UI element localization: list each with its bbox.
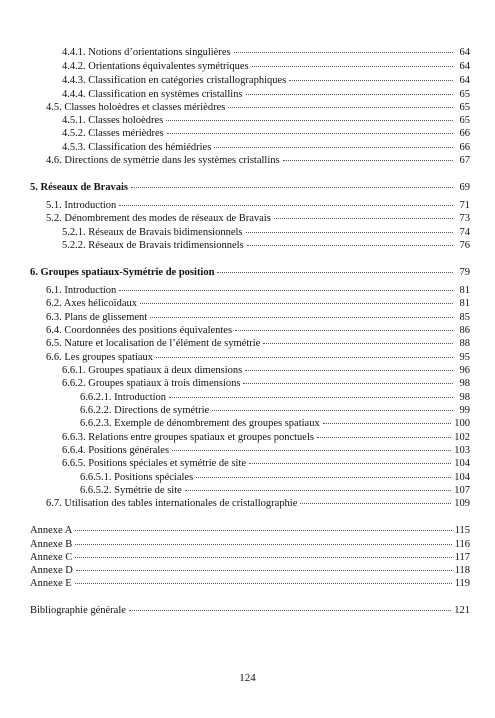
toc-entry-title: 4.5.1. Classes holoèdres xyxy=(62,115,164,126)
dot-leader xyxy=(75,530,451,531)
toc-entry-page: 121 xyxy=(454,605,470,616)
toc-entry-page: 96 xyxy=(459,365,470,376)
dot-leader xyxy=(75,583,452,584)
dot-leader xyxy=(185,490,451,491)
toc-entry-page: 119 xyxy=(454,578,470,589)
toc-entry xyxy=(62,457,470,470)
toc-entry-title: 6.6.5.1. Positions spéciales xyxy=(80,472,194,483)
toc-entry xyxy=(62,364,470,377)
toc-entry-title: 6.7. Utilisation des tables internationales de cristallographie xyxy=(46,498,298,509)
toc-entry xyxy=(80,404,470,417)
toc-entry xyxy=(46,324,470,337)
toc-entry xyxy=(62,431,470,444)
toc-entry-title: 6.6.2.1. Introduction xyxy=(80,392,167,403)
dot-leader xyxy=(247,245,453,246)
toc-entry-title: 6.6.2. Groupes spatiaux à trois dimensions xyxy=(62,378,241,389)
toc-entry-title: 4.4.4. Classification en systèmes cristallins xyxy=(62,89,243,100)
toc-entry-title: 4.6. Directions de symétrie dans les systèmes cristallins xyxy=(46,155,280,166)
dot-leader xyxy=(317,437,451,438)
toc-entry xyxy=(46,154,470,167)
dot-leader xyxy=(217,272,453,273)
toc-entry-page: 115 xyxy=(454,525,470,536)
dot-leader xyxy=(140,303,453,304)
dot-leader xyxy=(131,187,453,188)
toc-entry xyxy=(30,181,470,194)
toc-entry-page: 118 xyxy=(454,565,470,576)
toc-entry-page: 99 xyxy=(459,405,470,416)
toc-entry xyxy=(62,114,470,127)
toc-entry-title: 6.3. Plans de glissement xyxy=(46,312,148,323)
toc-entry-title: 4.5.2. Classes mérièdres xyxy=(62,128,164,139)
toc-entry xyxy=(62,127,470,140)
toc-entry-title: 5.2.1. Réseaux de Bravais bidimensionnels xyxy=(62,227,243,238)
toc-entry-title: 6.6.4. Positions générales xyxy=(62,445,170,456)
dot-leader xyxy=(119,205,453,206)
toc-entry-title: 6.6.5. Positions spéciales et symétrie de site xyxy=(62,458,247,469)
toc-entry-page: 65 xyxy=(459,115,470,126)
toc-entry-page: 67 xyxy=(459,155,470,166)
dot-leader xyxy=(323,423,452,424)
dot-leader xyxy=(246,232,453,233)
toc-entry-page: 64 xyxy=(459,61,470,72)
toc-entry-title: 6.6. Les groupes spatiaux xyxy=(46,352,154,363)
toc-entry-page: 66 xyxy=(459,128,470,139)
toc-entry-page: 79 xyxy=(459,267,470,278)
toc-entry-title: 6.1. Introduction xyxy=(46,285,117,296)
dot-leader xyxy=(129,610,451,611)
dot-leader xyxy=(263,343,453,344)
dot-leader xyxy=(283,160,453,161)
toc-entry-title: 6.6.3. Relations entre groupes spatiaux et groupes ponctuels xyxy=(62,432,314,443)
toc-entry-title: 6.4. Coordonnées des positions équivalentes xyxy=(46,325,233,336)
dot-leader xyxy=(289,80,453,81)
toc-entry-title: 5.2. Dénombrement des modes de réseaux de Bravais xyxy=(46,213,271,224)
toc-entry xyxy=(62,226,470,239)
toc-entry-title: 6.6.2.3. Exemple de dénombrement des groupes spatiaux xyxy=(80,418,320,429)
toc-entry xyxy=(80,484,470,497)
toc-entry xyxy=(62,377,470,390)
toc-entry-page: 103 xyxy=(454,445,470,456)
dot-leader xyxy=(76,570,452,571)
toc-entry-title: 4.4.2. Orientations équivalentes symétriques xyxy=(62,61,249,72)
toc-entry-page: 76 xyxy=(459,240,470,251)
dot-leader xyxy=(234,52,453,53)
toc-entry xyxy=(80,471,470,484)
toc-entry-page: 98 xyxy=(459,378,470,389)
dot-leader xyxy=(249,463,451,464)
toc-entry-title: 6.5. Nature et localisation de l’élément de symétrie xyxy=(46,338,261,349)
toc-entry xyxy=(30,577,470,590)
toc-entry xyxy=(30,538,470,551)
toc-entry xyxy=(46,311,470,324)
toc-entry-title: 4.5. Classes holoèdres et classes mérièdres xyxy=(46,102,226,113)
toc-entry xyxy=(62,444,470,457)
dot-leader xyxy=(166,120,453,121)
toc-entry-title: 6.2. Axes hélicoïdaux xyxy=(46,298,137,309)
toc-entry-title: 5.1. Introduction xyxy=(46,200,117,211)
toc-entry xyxy=(30,551,470,564)
toc-entry-title: 4.5.3. Classification des hémiédries xyxy=(62,142,212,153)
toc-entry-page: 81 xyxy=(459,298,470,309)
toc-entry-page: 107 xyxy=(454,485,470,496)
dot-leader xyxy=(75,544,451,545)
toc-entry xyxy=(62,74,470,87)
toc-entry-title: Annexe A xyxy=(30,525,73,536)
toc-entry xyxy=(46,101,470,114)
toc-entry-title: 5.2.2. Réseaux de Bravais tridimensionnels xyxy=(62,240,244,251)
toc-entry-page: 69 xyxy=(459,182,470,193)
toc-entry-page: 66 xyxy=(459,142,470,153)
toc-entry-page: 65 xyxy=(459,89,470,100)
dot-leader xyxy=(212,410,453,411)
toc-entry xyxy=(46,284,470,297)
toc-entry-page: 102 xyxy=(454,432,470,443)
toc-entry-page: 104 xyxy=(454,458,470,469)
toc-entry-title: 4.4.1. Notions d’orientations singulières xyxy=(62,47,231,58)
dot-leader xyxy=(246,94,453,95)
dot-leader xyxy=(75,557,451,558)
toc-entry-page: 81 xyxy=(459,285,470,296)
toc-entry xyxy=(62,88,470,101)
toc-entry-title: 4.4.3. Classification en catégories cristallographiques xyxy=(62,75,287,86)
toc-entry-page: 109 xyxy=(454,498,470,509)
toc-entry-page: 98 xyxy=(459,392,470,403)
dot-leader xyxy=(274,218,453,219)
toc-entry xyxy=(80,417,470,430)
dot-leader xyxy=(156,357,453,358)
dot-leader xyxy=(172,450,451,451)
toc-entry-page: 100 xyxy=(454,418,470,429)
toc-entry-title: Annexe B xyxy=(30,539,73,550)
toc-entry-page: 85 xyxy=(459,312,470,323)
toc-entry-page: 65 xyxy=(459,102,470,113)
toc-entry-title: Annexe D xyxy=(30,565,73,576)
toc-entry xyxy=(46,497,470,510)
toc-entry xyxy=(62,141,470,154)
dot-leader xyxy=(243,383,453,384)
dot-leader xyxy=(119,290,453,291)
toc-entry xyxy=(46,351,470,364)
toc-entry xyxy=(46,199,470,212)
toc-entry xyxy=(46,337,470,350)
dot-leader xyxy=(196,477,451,478)
toc-entry xyxy=(80,391,470,404)
toc-entry-page: 73 xyxy=(459,213,470,224)
dot-leader xyxy=(245,370,453,371)
page-number: 124 xyxy=(239,672,256,684)
dot-leader xyxy=(228,107,453,108)
toc-entry-title: 6. Groupes spatiaux-Symétrie de position xyxy=(30,267,215,278)
toc-entry-title: 5. Réseaux de Bravais xyxy=(30,182,128,193)
toc-entry xyxy=(62,239,470,252)
dot-leader xyxy=(235,330,453,331)
dot-leader xyxy=(167,133,453,134)
toc-entry xyxy=(30,564,470,577)
toc-entry xyxy=(46,297,470,310)
toc-entry-title: 6.6.2.2. Directions de symétrie xyxy=(80,405,210,416)
toc-entry-title: Annexe E xyxy=(30,578,72,589)
dot-leader xyxy=(169,397,453,398)
toc-entry-page: 74 xyxy=(459,227,470,238)
toc-entry-page: 104 xyxy=(454,472,470,483)
toc-entry-title: 6.6.5.2. Symétrie de site xyxy=(80,485,182,496)
toc-entry xyxy=(62,46,470,59)
toc-entry-title: 6.6.1. Groupes spatiaux à deux dimensions xyxy=(62,365,243,376)
toc-entry xyxy=(30,524,470,537)
toc-entry xyxy=(62,60,470,73)
toc-entry-page: 64 xyxy=(459,75,470,86)
dot-leader xyxy=(214,147,453,148)
toc-entry-page: 116 xyxy=(454,539,470,550)
dot-leader xyxy=(300,503,451,504)
toc-entry-page: 88 xyxy=(459,338,470,349)
toc-entry xyxy=(30,604,470,617)
toc-entry xyxy=(46,212,470,225)
toc-entry-page: 86 xyxy=(459,325,470,336)
toc-entry-title: Annexe C xyxy=(30,552,73,563)
toc-entry-title: Bibliographie générale xyxy=(30,605,126,616)
dot-leader xyxy=(150,317,453,318)
toc-entry-page: 117 xyxy=(454,552,470,563)
toc-entry-page: 95 xyxy=(459,352,470,363)
toc-entry-page: 71 xyxy=(459,200,470,211)
dot-leader xyxy=(252,66,453,67)
toc-entry xyxy=(30,266,470,279)
toc-entry-page: 64 xyxy=(459,47,470,58)
